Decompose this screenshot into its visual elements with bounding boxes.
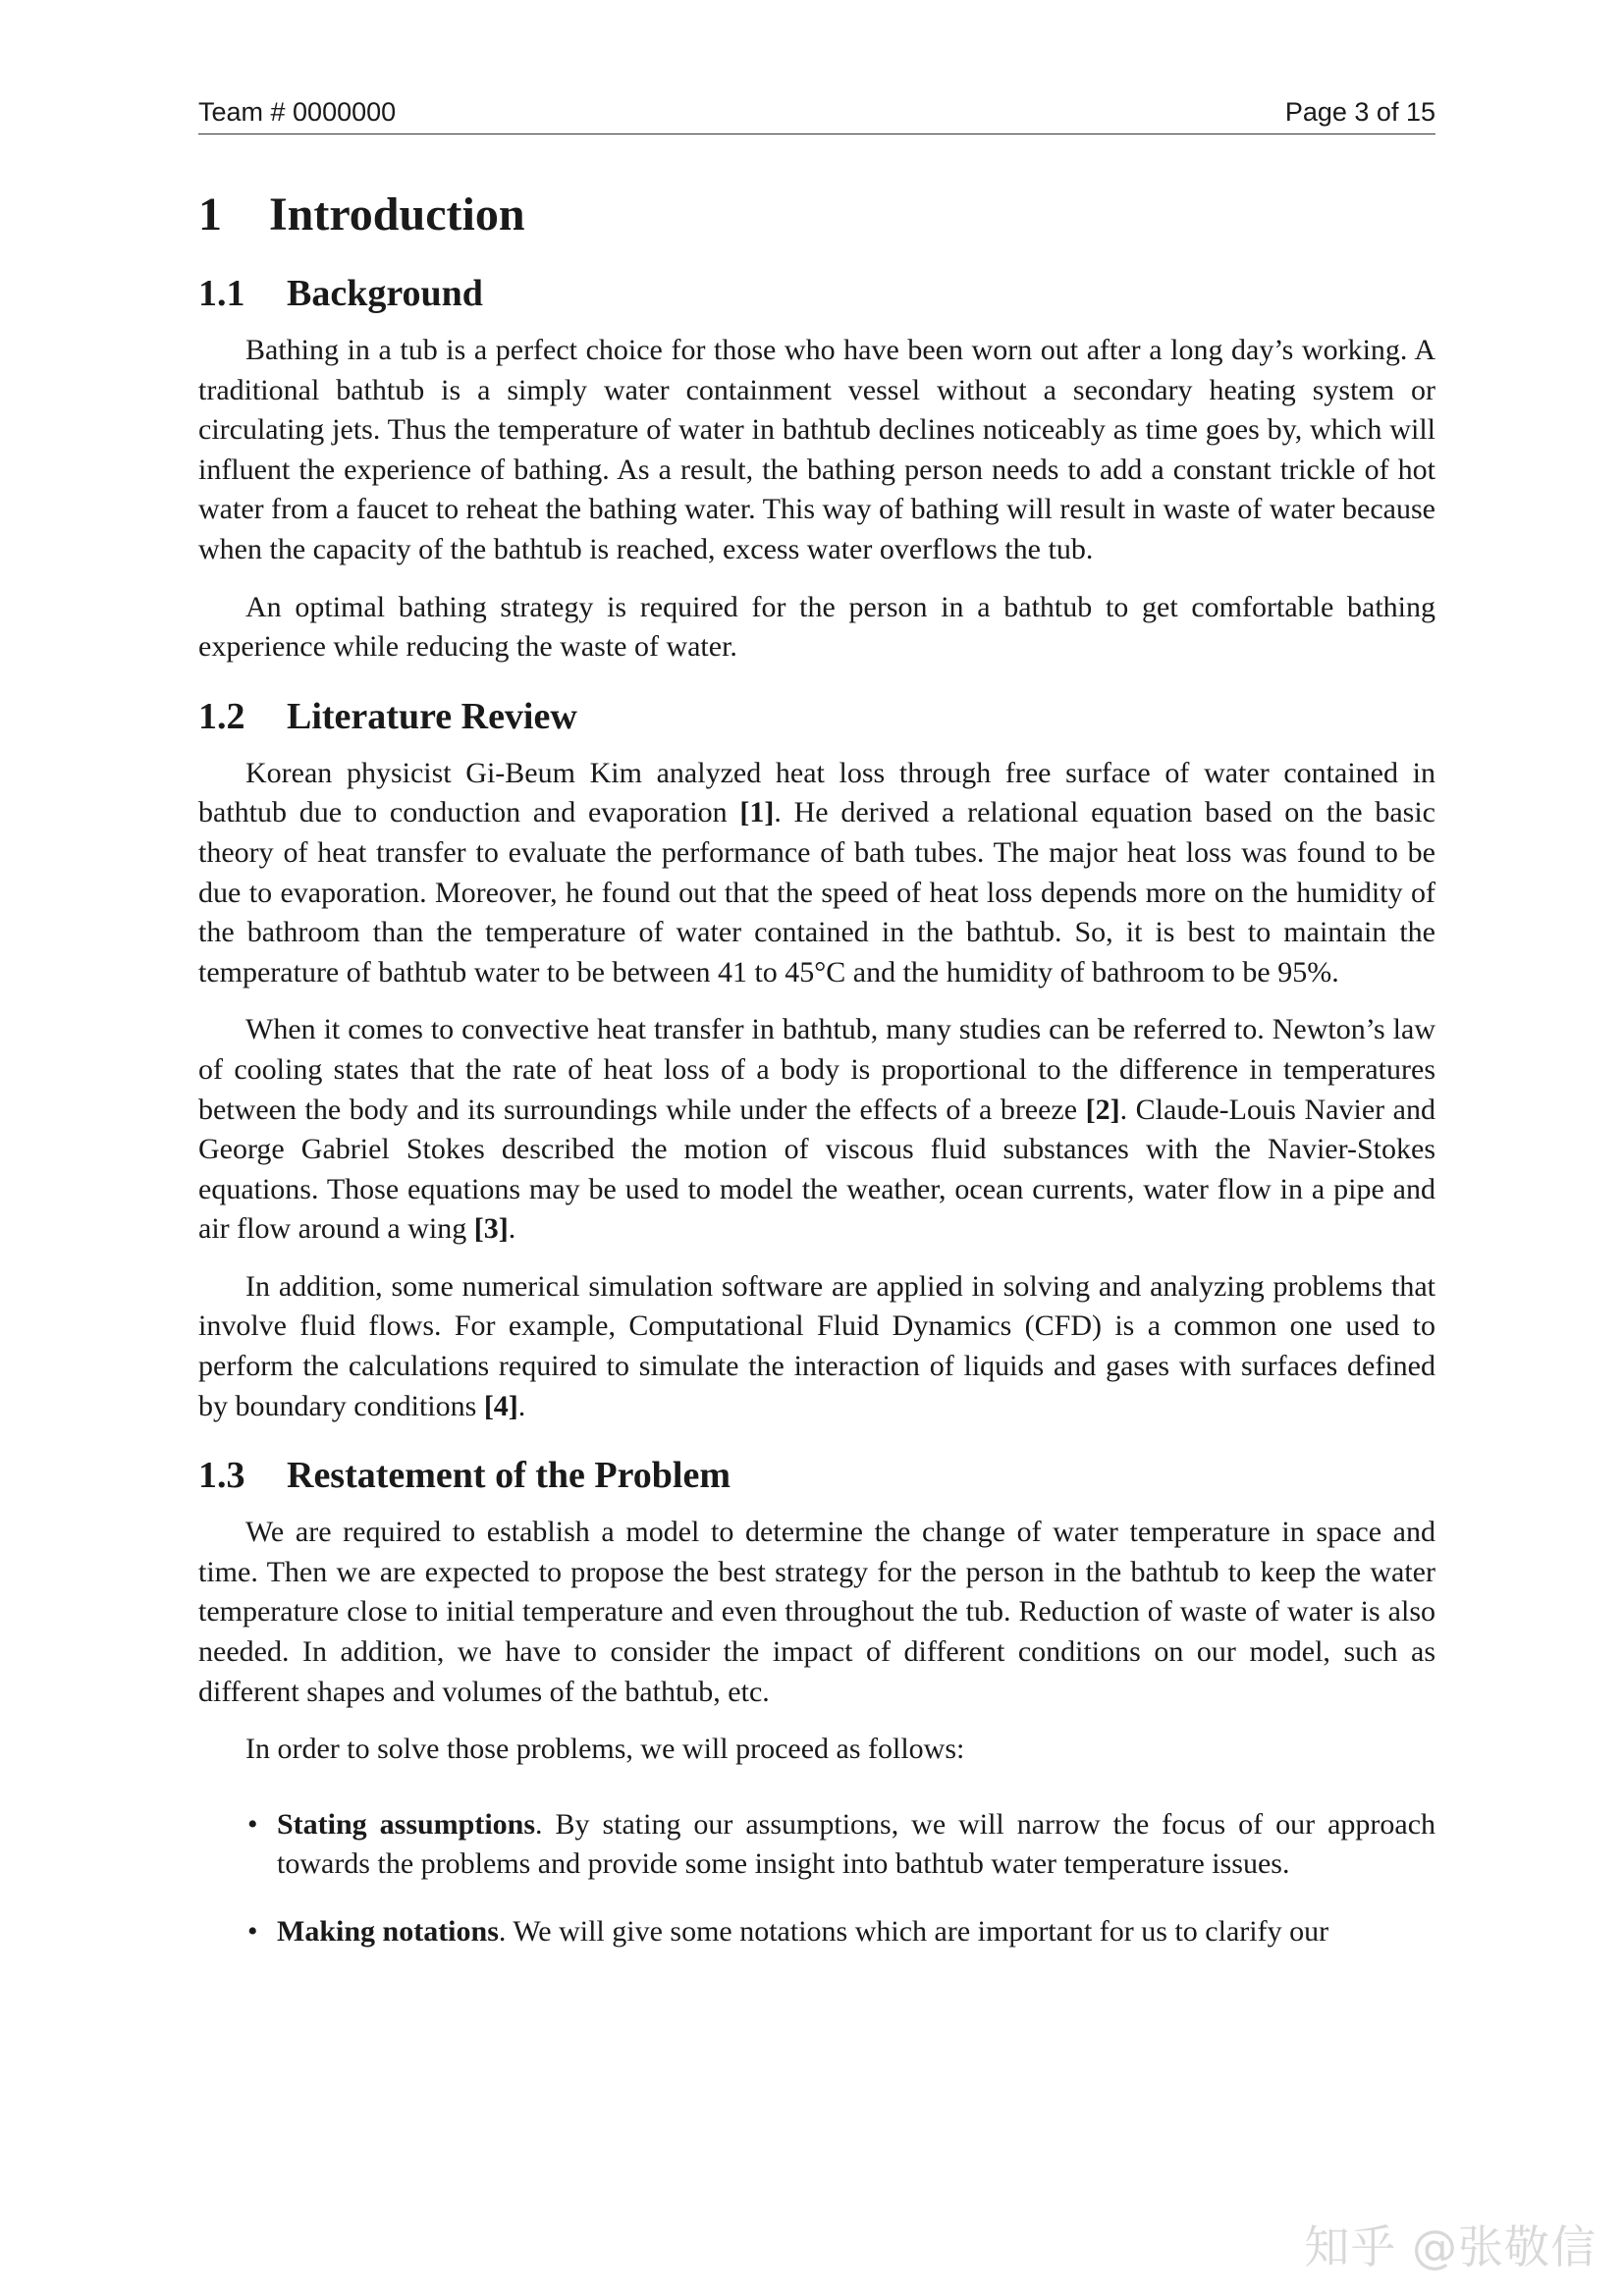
subsection-heading-restatement [198, 1452, 1435, 1499]
running-header [198, 94, 1435, 134]
subsection-number: 1.2 [198, 695, 245, 737]
paragraph [198, 331, 1435, 570]
text-run: Bathing in a tub is a perfect choice for those who have been worn out after a long day’s working. A traditional bathtub is a simply water containment vessel without a secondary heating system or circulating jets. Thus the temperature of water in bathtub declines noticeably as time goes by, which will influent the experience of bathing. As a result, the bathing person needs to add a constant trickle of hot water from a faucet to reheat the bathing water. This way of bathing will result in waste of water because when the capacity of the bathtub is reached, excess water overflows the tub. [198, 334, 1435, 565]
list-item-heading: Stating assumptions [277, 1807, 536, 1841]
citation-ref: [1] [739, 796, 775, 829]
text-run: . He derived a relational equation based on the basic theory of heat transfer to evaluate the performance of bath tubes. The major heat loss was found to be due to evaporation. Moreover, he found out that the speed of heat loss depends more on the humidity of the bathroom than the temperature of water contained in the bathtub. So, it is best to maintain the temperature of bathtub water to be between 41 to 45°C and the humidity of bathroom to be 95%. [198, 796, 1436, 988]
list-item [198, 1805, 1435, 1885]
text-run: . Claude-Louis Navier and George Gabriel Stokes described the motion of viscous fluid substances with the Navier-Stokes equations. Those equations may be used to model the weather, ocean currents, water flow in a pipe and air flow around a wing [198, 1093, 1435, 1246]
text-run: . [508, 1212, 516, 1246]
text-run: When it comes to convective heat transfer in bathtub, many studies can be referred to. Newton’s law of cooling states that the rate of heat loss of a body is proportional to the difference in temperatures between the body and its surroundings while under the effects of a breeze [198, 1013, 1435, 1126]
list-item-text: . We will give some notations which are important for us to clarify our [498, 1915, 1329, 1948]
list-item-heading: Making notations [277, 1915, 499, 1948]
text-run: In addition, some numerical simulation software are applied in solving and analyzing problems that involve fluid flows. For example, Computational Fluid Dynamics (CFD) is a common one used to perform the calculations required to simulate the interaction of liquids and gases with surfaces defined by boundary conditions [198, 1269, 1435, 1422]
watermark: 知乎 @张敬信 [1304, 2220, 1597, 2273]
subsection-title: Background [287, 273, 483, 314]
paragraph [198, 1730, 1435, 1770]
paragraph [198, 588, 1435, 667]
citation-ref: [2] [1085, 1093, 1120, 1126]
citation-ref: [3] [473, 1212, 509, 1246]
section-heading [198, 186, 1435, 244]
subsection-heading-literature-review [198, 693, 1435, 740]
list-item-text: . By stating our assumptions, we will narrow the focus of our approach towards the problems and provide some insight into bathtub water temperature issues. [277, 1807, 1436, 1881]
header-team-id: Team # 0000000 [198, 97, 397, 127]
paragraph [198, 754, 1435, 993]
bullet: • [247, 1915, 258, 1948]
subsection-title: Literature Review [287, 695, 577, 737]
text-run: . [517, 1389, 526, 1422]
subsection-number: 1.3 [198, 1455, 245, 1497]
text-run: An optimal bathing strategy is required for the person in a bathtub to get comfortable bathing experience while reducing the waste of water. [198, 590, 1435, 664]
paragraph [198, 1513, 1435, 1712]
header-page-number: Page 3 of 15 [1284, 97, 1435, 127]
paragraph [198, 1267, 1435, 1426]
list-item [198, 1912, 1435, 1952]
text-run: Korean physicist Gi-Beum Kim analyzed heat loss through free surface of water contained in bathtub due to conduction and evaporation [198, 756, 1435, 829]
subsection-heading-background [198, 270, 1435, 317]
paragraph [198, 1010, 1435, 1250]
subsection-title: Restatement of the Problem [287, 1455, 731, 1497]
subsection-number: 1.1 [198, 273, 245, 314]
paper-page [198, 94, 1435, 1952]
procedure-list [198, 1805, 1435, 1952]
section-title: Introduction [269, 188, 525, 240]
text-run: We are required to establish a model to determine the change of water temperature in space and time. Then we are expected to propose the best strategy for the person in the bathtub to keep the water temperature close to initial temperature and even throughout the tub. Reduction of waste of water is also needed. In addition, we have to consider the impact of different conditions on our model, such as different shapes and volumes of the bathtub, etc. [198, 1516, 1435, 1708]
text-run: In order to solve those problems, we will proceed as follows: [245, 1733, 965, 1766]
section-number: 1 [198, 188, 222, 240]
bullet: • [247, 1807, 258, 1841]
citation-ref: [4] [483, 1389, 518, 1422]
